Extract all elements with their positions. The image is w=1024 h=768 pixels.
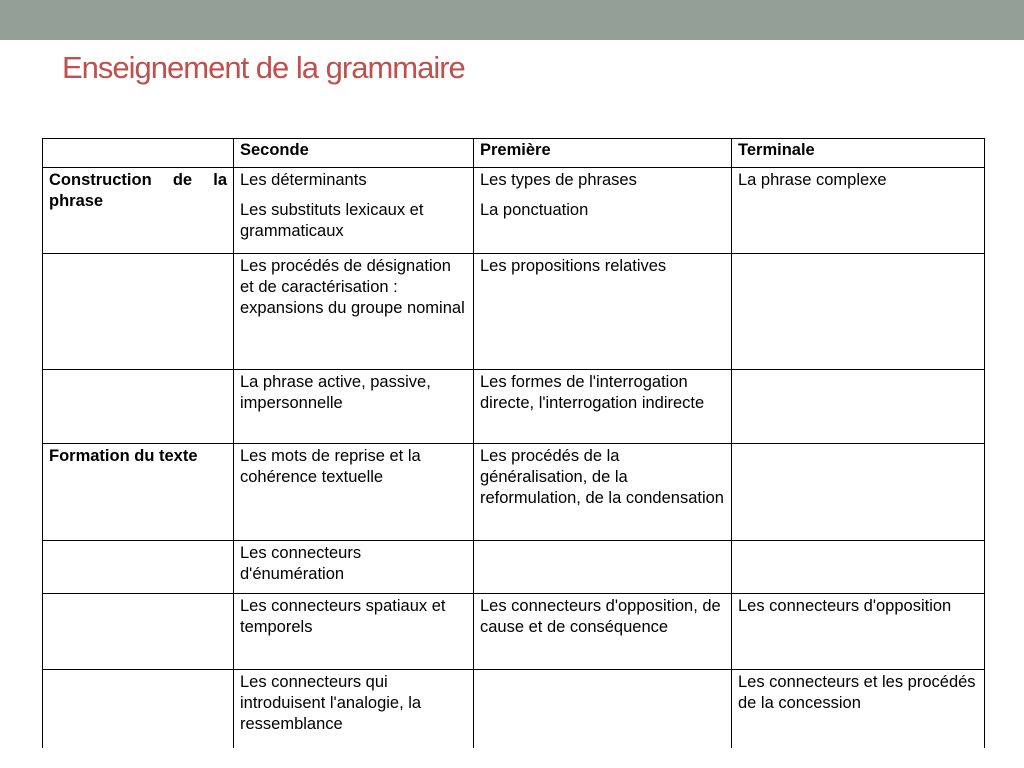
table-row: [43, 254, 985, 370]
grammar-curriculum-table: [42, 138, 985, 748]
cell-terminale: [732, 594, 985, 670]
cell-seconde: [234, 541, 474, 594]
cell-text: Les connecteurs qui introduisent l'analogie, la ressemblance: [240, 673, 422, 733]
cell-seconde: [234, 594, 474, 670]
slide-title: Enseignement de la grammaire: [62, 50, 465, 85]
cell-premiere: [474, 444, 732, 541]
cell-terminale: [732, 670, 985, 748]
table-row: [43, 370, 985, 444]
cell-premiere: [474, 541, 732, 594]
cell-terminale: [732, 370, 985, 444]
cell-seconde: [234, 670, 474, 748]
cell-text: Les substituts lexicaux et grammaticaux: [240, 201, 424, 240]
cell-text: Les mots de reprise et la cohérence textuelle: [240, 447, 421, 486]
row-label-cell: [43, 594, 234, 670]
table-row: [43, 541, 985, 594]
cell-premiere: [474, 594, 732, 670]
row-label-cell: Formation du texte: [43, 444, 234, 541]
table-row: [43, 168, 985, 254]
row-label-cell: Construction de la phrase: [43, 168, 234, 254]
cell-terminale: [732, 254, 985, 370]
cell-text: Les connecteurs d'énumération: [240, 544, 362, 583]
cell-text: Les propositions relatives: [480, 257, 667, 275]
cell-text: Les connecteurs d'opposition, de cause et de conséquence: [480, 597, 721, 636]
cell-text: La phrase complexe: [738, 171, 887, 189]
cell-premiere: [474, 670, 732, 748]
slide-top-bar: [0, 0, 1024, 40]
cell-premiere: [474, 370, 732, 444]
cell-text: La ponctuation: [480, 201, 589, 219]
cell-text: Les types de phrases: [480, 171, 637, 189]
table-header-row: [43, 139, 985, 168]
row-label-cell: [43, 670, 234, 748]
cell-text: La phrase active, passive, impersonnelle: [240, 373, 431, 412]
header-premiere: Première: [474, 139, 732, 168]
cell-text: Les déterminants: [240, 171, 367, 189]
header-seconde: Seconde: [234, 139, 474, 168]
cell-text: Les formes de l'interrogation directe, l'interrogation indirecte: [480, 373, 705, 412]
row-label-cell: [43, 254, 234, 370]
cell-seconde: [234, 444, 474, 541]
header-terminale: Terminale: [732, 139, 985, 168]
cell-text: Les procédés de la généralisation, de la reformulation, de la condensation: [480, 447, 724, 507]
cell-text: Les connecteurs d'opposition: [738, 597, 952, 615]
cell-terminale: [732, 168, 985, 254]
table-row: [43, 594, 985, 670]
cell-seconde: [234, 168, 474, 254]
cell-seconde: [234, 254, 474, 370]
cell-terminale: [732, 541, 985, 594]
header-empty-cell: [43, 139, 234, 168]
row-label-cell: [43, 541, 234, 594]
cell-seconde: [234, 370, 474, 444]
table-row: [43, 670, 985, 748]
cell-text: Les procédés de désignation et de caractérisation : expansions du groupe nominal: [240, 257, 465, 317]
row-label-cell: [43, 370, 234, 444]
cell-terminale: [732, 444, 985, 541]
cell-premiere: [474, 168, 732, 254]
cell-text: Les connecteurs et les procédés de la concession: [738, 673, 976, 712]
cell-text: Les connecteurs spatiaux et temporels: [240, 597, 446, 636]
table-row: [43, 444, 985, 541]
cell-premiere: [474, 254, 732, 370]
